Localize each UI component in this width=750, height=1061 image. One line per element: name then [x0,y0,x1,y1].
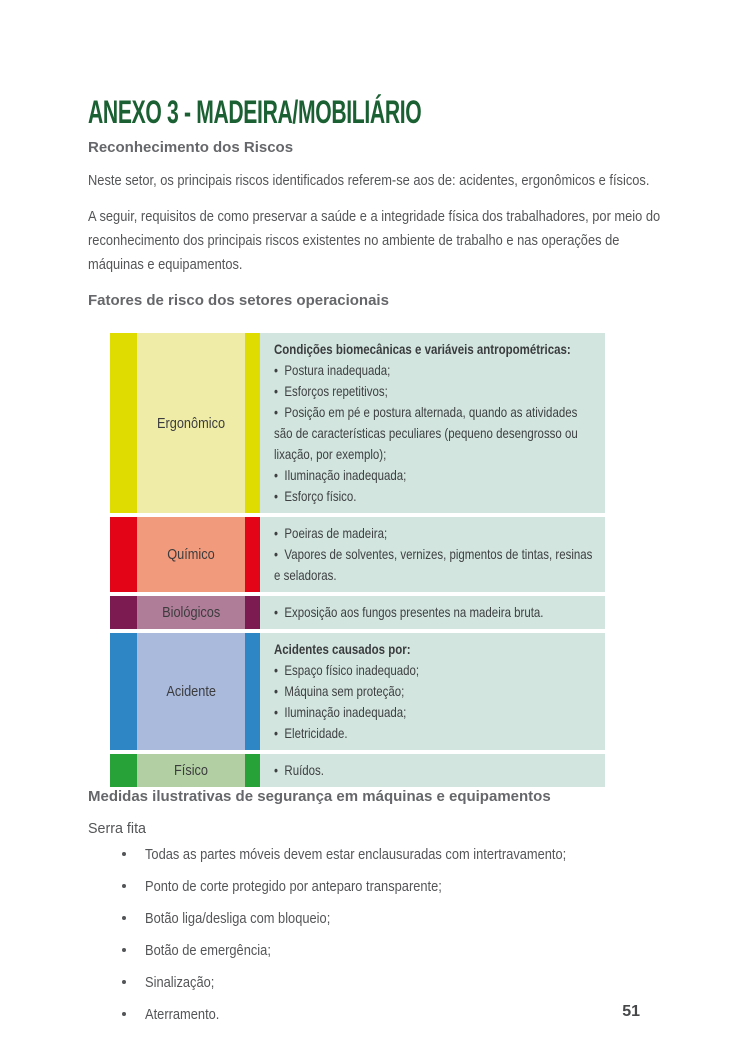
row-content-item: • Postura inadequada; [274,360,595,381]
bullet-icon [122,1012,126,1016]
row-label-cell [137,754,245,787]
list-item [122,911,613,927]
page-title-text: ANEXO 3 - MADEIRA/MOBILIÁRIO [88,94,422,130]
list-item-text: Botão de emergência; [145,943,271,959]
row-color-stripe [245,333,260,513]
list-item-text: Aterramento. [145,1007,220,1023]
row-content-item: • Poeiras de madeira; [274,523,595,544]
list-item [122,943,613,959]
row-content [274,523,595,586]
list-item [122,879,613,895]
row-content [274,639,595,744]
list-item [122,847,613,863]
risk-table-row [110,754,605,787]
paragraph-intro-text: Neste setor, os principais riscos identificados referem-se aos de: acidentes, ergonômicos e físicos. [88,173,650,189]
risk-table-row [110,596,605,629]
row-color-stripe [110,333,137,513]
bullet-icon [122,884,126,888]
row-content-item: • Máquina sem proteção; [274,681,595,702]
row-content-cell [260,633,605,750]
row-content-item: • Vapores de solventes, vernizes, pigmentos de tintas, resinas e seladoras. [274,544,595,586]
row-content-cell [260,596,605,629]
row-content-cell [260,754,605,787]
list-item-text: Todas as partes móveis devem estar enclausuradas com intertravamento; [145,847,567,863]
row-content-header: Condições biomecânicas e variáveis antropométricas: [274,341,571,357]
subheading-serra-fita: Serra fita [88,821,147,837]
row-label-cell [137,633,245,750]
row-label: Físico [173,762,208,779]
paragraph-requisitos-text: A seguir, requisitos de como preservar a saúde e a integridade física dos trabalhadores, por meio do reconhecimento dos principais riscos existentes no ambiente de trabalho e nas operações de máquinas e equipamentos. [88,209,661,273]
row-color-stripe [245,517,260,592]
risk-table-row [110,333,605,513]
row-color-stripe [245,633,260,750]
row-content-item: • Esforços repetitivos; [274,381,595,402]
page-number: 51 [622,1003,640,1020]
risk-table [110,333,605,787]
row-content [274,760,595,781]
section-heading-medidas: Medidas ilustrativas de segurança em máquinas e equipamentos [88,788,551,805]
list-item-text: Sinalização; [145,975,215,991]
list-item [122,1007,613,1023]
row-color-stripe [245,596,260,629]
row-color-stripe [245,754,260,787]
list-item [122,975,613,991]
section-heading-reconhecimento: Reconhecimento dos Riscos [88,139,294,156]
row-content-cell [260,333,605,513]
row-label: Ergonômico [156,414,226,432]
row-color-stripe [110,596,137,629]
risk-table-row [110,517,605,592]
bullet-icon [122,852,126,856]
row-content-item: • Iluminação inadequada; [274,465,595,486]
row-content-item: • Eletricidade. [274,723,595,744]
row-content-cell [260,517,605,592]
list-item-text: Ponto de corte protegido por anteparo transparente; [145,879,442,895]
risk-table-row [110,633,605,750]
safety-list [122,847,613,1039]
row-color-stripe [110,754,137,787]
list-item-text: Botão liga/desliga com bloqueio; [145,911,331,927]
row-label: Biológicos [161,604,221,621]
row-label: Acidente [166,683,216,700]
row-label: Químico [167,546,215,563]
row-content [274,602,595,623]
row-content-item: • Exposição aos fungos presentes na madeira bruta. [274,602,595,623]
paragraph-requisitos [88,205,663,277]
row-label-cell [137,333,245,513]
page-title [88,94,593,131]
row-color-stripe [110,633,137,750]
row-content [274,339,595,507]
section-heading-fatores: Fatores de risco dos setores operacionais [88,292,389,309]
paragraph-intro [88,169,663,193]
bullet-icon [122,980,126,984]
row-label-cell [137,517,245,592]
row-content-item: • Ruídos. [274,760,595,781]
row-content-item: • Espaço físico inadequado; [274,660,595,681]
bullet-icon [122,948,126,952]
bullet-icon [122,916,126,920]
row-content-item: • Posição em pé e postura alternada, quando as atividades são de características peculiares (pequeno desengrosso ou lixação, por exemplo); [274,402,595,465]
row-content-item: • Iluminação inadequada; [274,702,595,723]
row-label-cell [137,596,245,629]
row-content-header: Acidentes causados por: [274,641,411,657]
row-color-stripe [110,517,137,592]
row-content-item: • Esforço físico. [274,486,595,507]
